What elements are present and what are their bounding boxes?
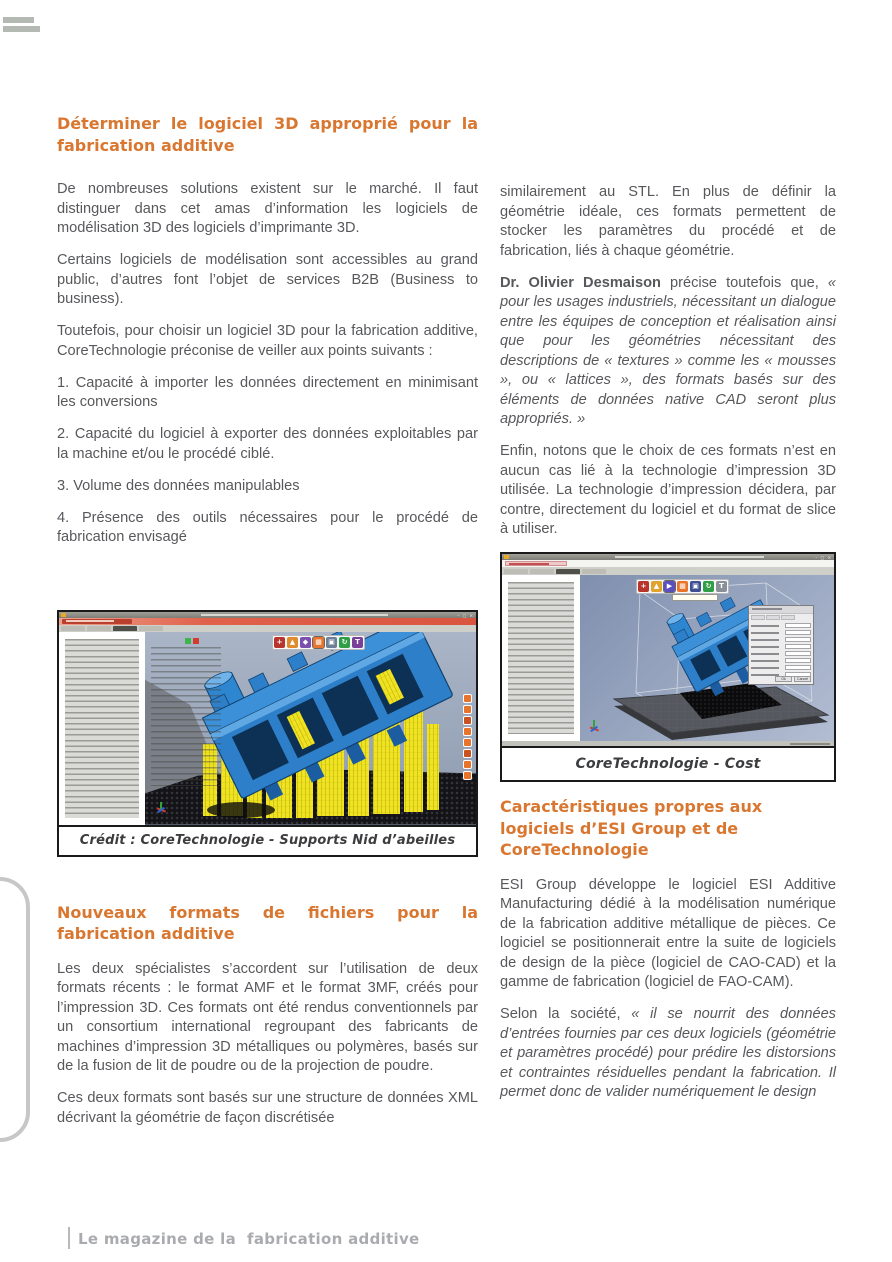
- chart-tool-icon: ▦: [313, 637, 324, 648]
- paragraph: Les deux spécialistes s’accordent sur l’utilisation de deux formats récents : le format AMF et le format 3MF, créés pour l’impression 3D. Ces formats ont été rendus conventionnels par un consortium international regroupant des fabricants de machines d’impression 3D métalliques ou polymères, basés sur de la fusion de lit de poudre ou de la projection de poudre.: [57, 960, 478, 1074]
- paragraph: Certains logiciels de modélisation sont accessibles au grand public, d’autres font l’objet de services B2B (Business to business).: [57, 252, 478, 307]
- tab-explorer: [504, 569, 528, 574]
- tab-model-tree: [556, 569, 580, 574]
- cad-screenshot-supports: [59, 612, 476, 825]
- ok-button: Ok: [775, 676, 792, 682]
- viewport-toolbar: [636, 579, 729, 594]
- cancel-button: Cancel: [794, 676, 811, 682]
- cost-dialog-tabs: [749, 614, 813, 621]
- section-heading-formats: Nouveaux formats de fichiers pour la fabrication additive: [57, 902, 478, 943]
- orientation-icon: ▲: [651, 581, 662, 592]
- tab-operator: [530, 569, 554, 574]
- star-tool-icon: ◆: [300, 637, 311, 648]
- text-segment: « il se nourrit des données d’entrées fournies par ces deux logiciels (géométrie et paramètres procédé) pour prédire les distorsions et contraintes résiduelles pendant la fabrication. Il permet donc de valider numériquement le design: [500, 1006, 836, 1100]
- refresh-tool-icon: ↻: [339, 637, 350, 648]
- dialog-row: [751, 622, 811, 629]
- tool-icon: [463, 749, 472, 758]
- text-segment: « pour les usages industriels, nécessitant un dialogue entre les équipes de conception et réalisation ainsi que pour les géométries nécessitant des descriptions de « textures » comme les « mousses », ou « lattices », des formats basés sur des éléments de données native CAD seront plus appropriés. »: [500, 274, 836, 427]
- dialog-row: [751, 657, 811, 664]
- paragraph: De nombreuses solutions existent sur le marché. Il faut distinguer dans cet amas d’information les logiciels de modélisation 3D des logiciels d’imprimante 3D.: [57, 181, 478, 236]
- tab-label-blur: [509, 563, 549, 565]
- app-body: [59, 632, 476, 825]
- paragraph: Ces deux formats sont basés sur une structure de données XML décrivant la géométrie de façon discrétisée: [57, 1090, 478, 1126]
- registration-mark: [3, 26, 40, 32]
- tool-icon: [463, 694, 472, 703]
- copy-tool-icon: ▣: [326, 637, 337, 648]
- left-column: [57, 113, 478, 1141]
- orientation-icon: ▲: [287, 637, 298, 648]
- window-controls: – □ ×: [815, 555, 832, 560]
- app-body: [502, 575, 834, 741]
- text-segment: précise toutefois que,: [660, 274, 828, 291]
- text-tool-icon: T: [716, 581, 727, 592]
- figure-caption: CoreTechnologie - Cost: [502, 746, 834, 780]
- right-column: [500, 183, 836, 1115]
- tool-icon: [463, 760, 472, 769]
- paragraph: similairement au STL. En plus de définir la géométrie idéale, ces formats permettent de stocker les paramètres du procédé et de fabrication, liés à chaque géométrie.: [500, 184, 836, 259]
- window-title-text: [201, 614, 389, 616]
- tool-icon: [463, 727, 472, 736]
- section-heading-software: Déterminer le logiciel 3D approprié pour la fabrication additive: [57, 114, 478, 155]
- section-heading-esi: Caractéristiques propres aux logiciels d’ESI Group et de CoreTechnologie: [500, 797, 763, 859]
- dialog-tab: [781, 615, 795, 620]
- model-tree-panel: [59, 632, 145, 825]
- model-tree-panel: [502, 575, 580, 741]
- dialog-buttons: [775, 676, 811, 682]
- document-tab-bar: [59, 618, 476, 625]
- tab-explorer: [61, 626, 85, 631]
- confirm-check-icon: [185, 638, 191, 644]
- tab-network: [139, 626, 163, 631]
- tool-icon: [463, 771, 472, 780]
- list-item-3: 3. Volume des données manipulables: [57, 477, 300, 494]
- paragraph-quote-societe: [500, 1005, 836, 1103]
- support-parameters-panel: [149, 638, 223, 788]
- viewport-3d: [580, 575, 834, 741]
- paragraph: Toutefois, pour choisir un logiciel 3D pour la fabrication additive, CoreTechnologie préconise de veiller aux points suivants :: [57, 323, 478, 359]
- tool-icon: [463, 716, 472, 725]
- window-controls: – □ ×: [457, 612, 474, 618]
- chart-tool-icon: ▦: [677, 581, 688, 592]
- tab-network: [582, 569, 606, 574]
- list-item-1: 1. Capacité à importer les données directement en minimisant les conversions: [57, 374, 478, 410]
- box-tool-icon: ▣: [690, 581, 701, 592]
- cancel-x-icon: [193, 638, 199, 644]
- cost-dialog: [748, 605, 814, 685]
- panel-tab-row: [59, 625, 476, 632]
- cad-screenshot-cost: [502, 554, 834, 746]
- dialog-row: [751, 664, 811, 671]
- list-item-2: 2. Capacité du logiciel à exporter des données exploitables par la machine et/ou le procédé ciblé.: [57, 426, 478, 462]
- page-edge-decoration: [0, 877, 30, 1142]
- footer-rule: [68, 1227, 70, 1249]
- dialog-row: [751, 643, 811, 650]
- text-segment: Dr. Olivier Desmaison: [500, 274, 661, 291]
- registration-mark: [3, 17, 34, 23]
- dialog-tab: [751, 615, 765, 620]
- add-support-icon: +: [274, 637, 285, 648]
- toolbar-tooltip: [672, 594, 718, 601]
- figure-cost: [500, 552, 836, 782]
- app-logo-icon: [504, 555, 509, 559]
- text-segment: Selon la société,: [500, 1006, 632, 1022]
- add-support-icon: +: [638, 581, 649, 592]
- refresh-tool-icon: ↻: [703, 581, 714, 592]
- dialog-row: [751, 636, 811, 643]
- dialog-row: [751, 629, 811, 636]
- figure-supports: [57, 610, 478, 857]
- panel-tab-row: [502, 568, 834, 575]
- window-title-text: [615, 556, 764, 558]
- figure-caption: Crédit : CoreTechnologie - Supports Nid d’abeilles: [59, 825, 476, 855]
- dialog-row: [751, 650, 811, 657]
- paragraph: Enfin, notons que le choix de ces formats n’est en aucun cas lié à la technologie d’impression 3D utilisée. La technologie d’impression décidera, par contre, directement du logiciel et du format de slice à utiliser.: [500, 443, 836, 537]
- side-tool-strip: [463, 694, 472, 780]
- tool-icon: [463, 705, 472, 714]
- viewport-toolbar: [272, 635, 365, 650]
- document-tab-bar: [502, 560, 834, 568]
- play-icon: ▶: [664, 581, 675, 592]
- document-tab: [62, 619, 132, 624]
- cost-dialog-rows: [749, 621, 813, 679]
- tab-operator: [87, 626, 111, 631]
- paragraph-quote-desmaison: [500, 274, 836, 430]
- text-tool-icon: T: [352, 637, 363, 648]
- document-tab: [505, 561, 567, 566]
- dialog-tab: [766, 615, 780, 620]
- list-item-4: 4. Présence des outils nécessaires pour le procédé de fabrication envisagé: [57, 509, 478, 545]
- tool-icon: [463, 738, 472, 747]
- tab-label-blur: [66, 620, 114, 622]
- tab-model-tree: [113, 626, 137, 631]
- app-logo-icon: [61, 613, 66, 617]
- status-bar: [502, 741, 834, 746]
- viewport-3d: [145, 632, 476, 825]
- paragraph: ESI Group développe le logiciel ESI Additive Manufacturing dédié à la modélisation numérique de la fabrication additive métallique de pièces. Ce logiciel se positionnerait entre la suite de logiciels de design de la pièce (logiciel de CAO-CAD) et la gamme de fabrication (logiciel de FAO-CAM).: [500, 876, 836, 990]
- footer-magazine-title: Le magazine de la fabrication additive: [78, 1230, 420, 1248]
- dialog-title-bar: [749, 606, 813, 614]
